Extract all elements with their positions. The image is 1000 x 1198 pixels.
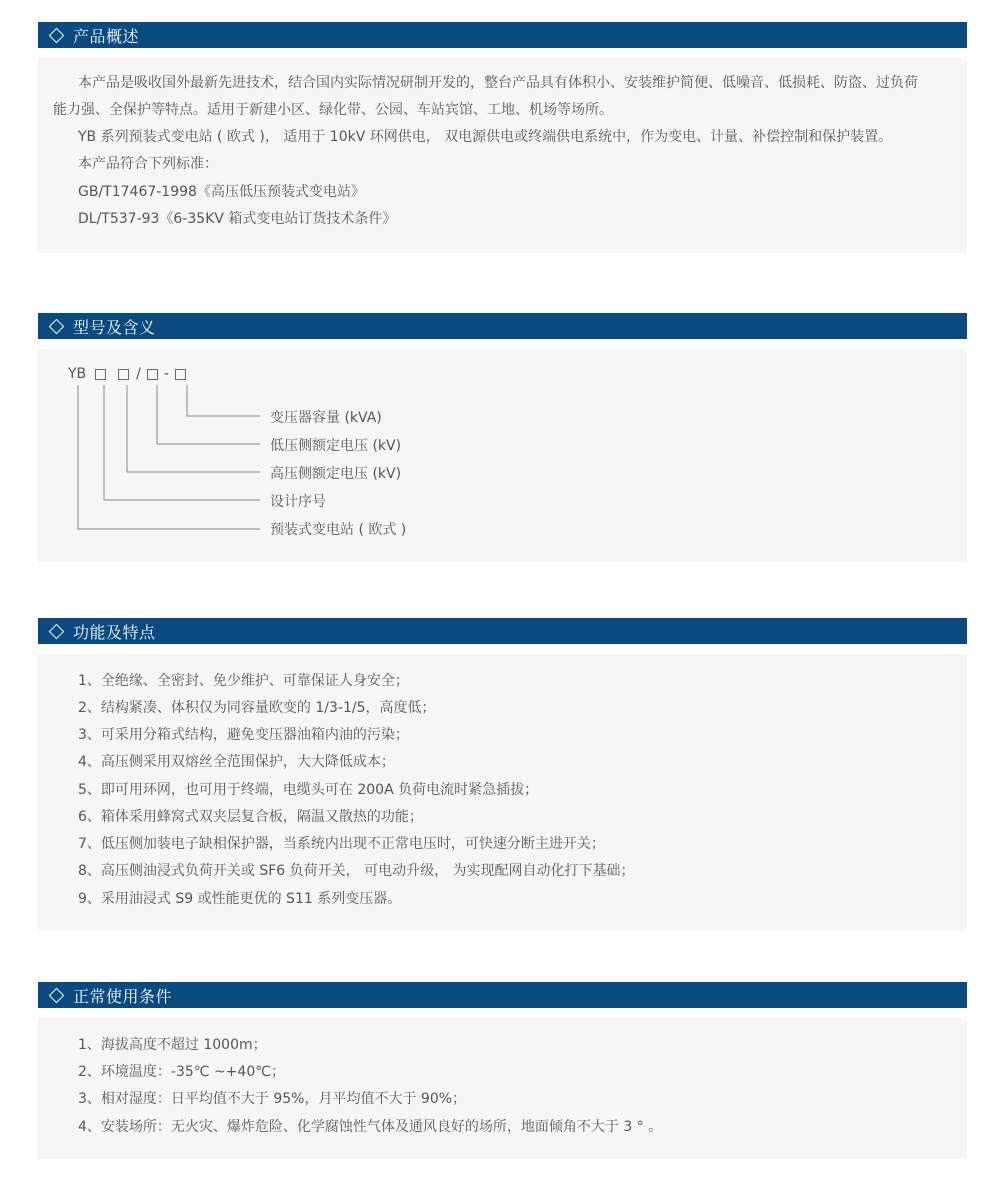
- section-title: 型号及含义: [73, 317, 156, 337]
- feature-item: 6、箱体采用蜂窝式双夹层复合板，隔温又散热的功能；: [78, 809, 423, 825]
- model-slash: /: [136, 366, 141, 382]
- section-header-features: [38, 618, 967, 644]
- feature-item: 2、结构紧凑、体积仅为同容量欧变的 1/3-1/5，高度低；: [78, 700, 436, 716]
- section-header-overview: [38, 22, 967, 48]
- feature-item: 8、高压侧油浸式负荷开关或 SF6 负荷开关， 可电动升级， 为实现配网自动化打下基础；: [78, 863, 635, 879]
- section-title: 产品概述: [73, 26, 140, 46]
- overview-paragraph: 本产品符合下列标准：: [78, 156, 218, 172]
- model-panel: [38, 349, 967, 562]
- condition-item: 2、环境温度：-35℃ ~+40℃；: [78, 1064, 285, 1080]
- feature-item: 7、低压侧加装电子缺相保护器，当系统内出现不正常电压时，可快速分断主进开关；: [78, 836, 605, 852]
- section-header-model: [38, 313, 967, 339]
- legend-item-lv-voltage: 低压侧额定电压 (kV): [270, 438, 402, 454]
- overview-paragraph-line: 能力强、全保护等特点。适用于新建小区、绿化带、公园、车站宾馆、工地、机场等场所。: [53, 102, 613, 118]
- overview-paragraph: YB 系列预装式变电站 ( 欧式 )， 适用于 10kV 环网供电， 双电源供电或终端供电系统中，作为变电、计量、补偿控制和保护装置。: [78, 129, 893, 145]
- model-prefix: YB: [68, 366, 87, 382]
- diamond-icon: [49, 987, 65, 1003]
- model-dash: -: [163, 366, 169, 382]
- condition-item: 4、安装场所：无火灾、爆炸危险、化学腐蚀性气体及通风良好的场所，地面倾角不大于 3 ° 。: [78, 1119, 663, 1135]
- conditions-panel: [38, 1018, 967, 1159]
- feature-item: 4、高压侧采用双熔丝全范围保护，大大降低成本；: [78, 754, 395, 770]
- legend-item-design-number: 设计序号: [270, 494, 326, 510]
- legend-item-capacity: 变压器容量 (kVA): [270, 410, 382, 426]
- standard-item: DL/T537-93《6-35KV 箱式变电站订货技术条件》: [78, 211, 397, 227]
- feature-item: 1、全绝缘、全密封、免少维护、可靠保证人身安全；: [78, 673, 409, 689]
- diamond-icon: [49, 27, 65, 43]
- diamond-icon: [49, 318, 65, 334]
- feature-item: 5、即可用环网，也可用于终端，电缆头可在 200A 负荷电流时紧急插拔；: [78, 782, 539, 798]
- legend-item-substation: 预装式变电站 ( 欧式 ): [270, 522, 407, 538]
- features-panel: [38, 654, 967, 931]
- overview-paragraph-line: 本产品是吸收国外最新先进技术，结合国内实际情况研制开发的，整台产品具有体积小、安装维护简便、低噪音、低损耗、防盗、过负荷: [78, 75, 918, 91]
- condition-item: 3、相对湿度：日平均值不大于 95%，月平均值不大于 90%；: [78, 1091, 467, 1107]
- condition-item: 1、海拔高度不超过 1000m；: [78, 1037, 267, 1053]
- section-header-conditions: [38, 982, 967, 1008]
- model-connector-lines: [38, 349, 967, 562]
- section-title: 正常使用条件: [73, 986, 173, 1006]
- section-title: 功能及特点: [73, 622, 156, 642]
- standard-item: GB/T17467-1998《高压低压预装式变电站》: [78, 184, 365, 200]
- diamond-icon: [49, 623, 65, 639]
- feature-item: 9、采用油浸式 S9 或性能更优的 S11 系列变压器。: [78, 891, 402, 907]
- overview-panel: [38, 58, 967, 253]
- feature-item: 3、可采用分箱式结构，避免变压器油箱内油的污染；: [78, 727, 409, 743]
- legend-item-hv-voltage: 高压侧额定电压 (kV): [270, 466, 402, 482]
